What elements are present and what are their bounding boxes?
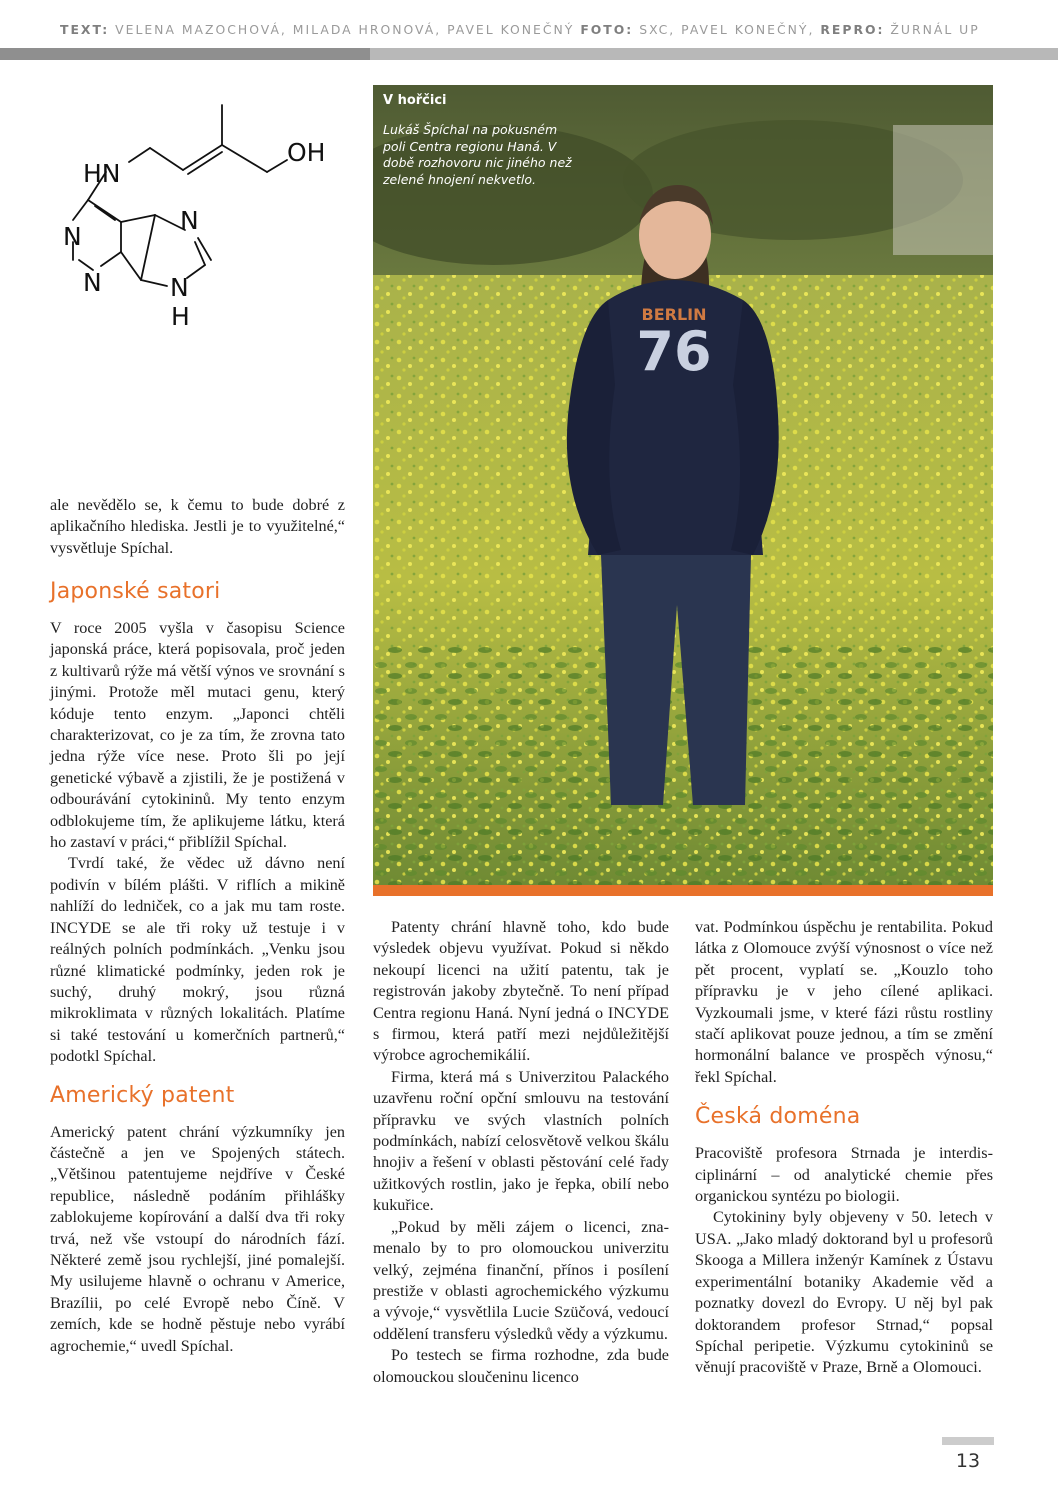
credits-line [60, 22, 1000, 37]
header-bar-accent [0, 48, 370, 60]
column-2 [373, 917, 669, 1388]
shirt-text: BERLIN [641, 305, 707, 324]
photo-caption [383, 93, 573, 188]
credits-repro-label: REPRO: [820, 22, 885, 37]
heading-americky-patent: Americký patent [50, 1082, 235, 1108]
paragraph: Cytokininy byly objeveny v 50. letech v USA. „Jako mladý doktorand byl u profesorů Skooga a Millera inženýr Kamínek z Ústavu experimentální botaniky Akademie věd a poznatky dovezl do Evropy. U něj byl pak doktorandem profesor Strnad,“ popsal Spíchal peripetie. Výzkumu cytokininů se věnují pracoviště v Praze, Brně a Olomouci. [695, 1208, 993, 1377]
photo-illustration [373, 85, 993, 885]
n-left-label: N [63, 222, 82, 251]
zeatin-structure-diagram [55, 90, 345, 340]
column-3 [695, 917, 993, 1379]
caption-body: Lukáš Špíchal na pokusném poli Centra regionu Haná. V době rozhovoru nic jiného než zelené hnojení nekvetlo. [383, 122, 572, 187]
paragraph: „Pokud by měli zájem o licenci, znamenalo by to pro olomouckou univerzitu velký, zejména finanční, přínos i posílení prestiže v oblasti agrochemického výzkumu a vývoje,“ vysvětlila Lucie Szüčová, vedoucí oddělení transferu výsledků vědy a výzkumu. [373, 1217, 669, 1343]
n-top-right-label: N [180, 206, 199, 235]
paragraph: Americký patent chrání výzkumníky jen částečně a jen ve Spojených státech. „Většinou patentujeme nejdříve v České republice, následně podáním přihlášky zablokujeme kopírování a další dva tři roky trvá, než vše vstoupí do národních fází. Některé země jsou rychlejší, jiné pomalejší. My usilujeme hlavně o ochranu v Americe, Brazílii, po celé Evropě nebo Číně. V zemích, kde se hodně pěstuje nebo vyrábí agrochemie,“ uvedl Spíchal. [50, 1122, 345, 1355]
oh-label: OH [287, 138, 326, 167]
n-bottom-label: N [83, 268, 102, 297]
credits-repro-source: ŽURNÁL UP [884, 22, 980, 37]
heading-ceska-domena: Česká doména [695, 1104, 861, 1130]
photo-accent-bar [373, 885, 993, 896]
heading-japonske-satori: Japonské satori [50, 579, 221, 604]
paragraph: vat. Podmínkou úspěchu je rentabilita. Pokud látka z Olomouce zvýší výnosnost o více než pět procent, vyplatí se. „Kouzlo toho přípravku je v jeho cílené aplikaci. Vyzkoumali jsme, v které fázi růstu rostliny stačí aplikovat pouze jednou, a tím se změní hormonální balance ve prospěch výnosu,“ řekl Spíchal. [695, 918, 993, 1086]
page-number-bar [942, 1437, 994, 1445]
column-1 [50, 578, 345, 1357]
shirt-number: 76 [636, 320, 712, 383]
column-1-intro [50, 495, 345, 559]
photo-field-portrait [373, 85, 993, 885]
caption-title: V hořčici [383, 93, 447, 108]
paragraph: Firma, která má s Univerzitou Palackého uzavřenu roční opční smlouvu na testování přípravku ve svých vlastních polních podmínkách, nabízí celosvětově velkou škálu hnojiv a řešení v oblasti pěstování celé řady užitkových rostlin, jako je řepka, obilí nebo kukuřice. [373, 1067, 669, 1215]
paragraph: Po testech se firma rozhodne, zda bude olomouckou sloučeninu licenco [373, 1346, 669, 1386]
paragraph: Patenty chrání hlavně toho, kdo bude výsledek objevu využívat. Pokud si někdo nekoupí licenci na užití patentu, tak je registrován jakoby zbytečně. To není případ Centra regionu Haná. Nyní jedná o INCYDE s firmou, která patří mezi nejdůležitější výrobce agrochemikálií. [373, 918, 669, 1065]
credits-text-authors: VELENA MAZOCHOVÁ, MILADA HRONOVÁ, PAVEL KONEČNÝ [109, 22, 581, 37]
paragraph: Pracoviště profesora Strnada je interdisciplinární – od analytické chemie přes organickou syntézu po biologii. [695, 1144, 993, 1206]
credits-foto-authors: SXC, PAVEL KONEČNÝ, [633, 22, 821, 37]
credits-foto-label: FOTO: [580, 22, 634, 37]
paragraph: ale nevědělo se, k čemu to bude dobré z aplikačního hlediska. Jestli je to využitelné,“ vysvětluje Spíchal. [50, 496, 345, 557]
paragraph: V roce 2005 vyšla v časopisu Science japonská práce, která popisovala, proč jeden z kultivarů rýže má větší výnos ve srovnání s jinými. Protože měl mutaci genu, který kóduje tento enzym. „Japonci chtěli charakterizovat, co je za tím, že zrovna tato jedna rýže více nese. Proto šli po její genetické výbavě a zjistili, že je postižená v odbourávání cytokininů. My tento enzym odblokujeme tím, že aplikujeme látku, která ho zastaví v práci,“ přiblížil Spíchal. [50, 619, 345, 852]
nh-h-label: H [171, 302, 190, 331]
nh-n-label: N [170, 273, 189, 302]
hn-label: HN [83, 159, 121, 188]
credits-text-label: TEXT: [60, 22, 110, 37]
page-number: 13 [955, 1450, 981, 1472]
paragraph: Tvrdí také, že vědec už dávno není podivín v bílém plášti. V riflích a mikině nahlíží do ledniček, co a jak mu tam roste. INCYDE se ale tři roky už testuje i v reálných polních podmínkách. „Venku jsou různé klimatické podmínky, jeden rok je suchý, druhý mokrý, jsou různá mikroklimata v různých lokalitách. Platíme si také testování u komerčních partnerů,“ podotkl Spíchal. [50, 854, 345, 1066]
